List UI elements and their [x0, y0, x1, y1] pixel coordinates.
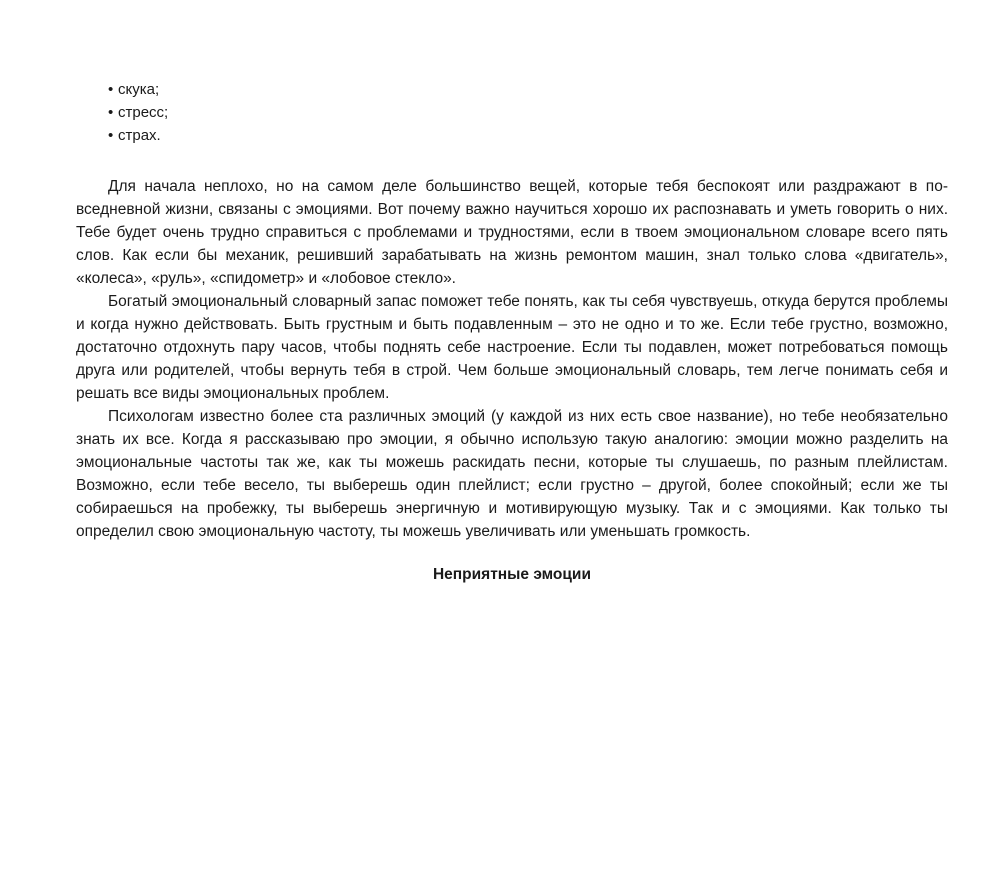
list-item-text: скука;	[118, 81, 160, 98]
section-heading: Неприятные эмоции	[432, 566, 591, 583]
list-item	[108, 78, 948, 101]
list-item-text: стресс;	[118, 104, 169, 121]
bullet-icon: •	[108, 127, 114, 144]
list-item	[108, 124, 948, 147]
paragraph: Для начала неплохо, но на самом деле большинство вещей, которые тебя беспокоят или раздражают в повседневной жизни, связаны с эмоциями. Вот почему важно научиться хорошо их распознавать и уметь говорить о них. Тебе будет очень трудно справиться с проблемами и трудностями, если в твоем эмоциональном словаре всего пять слов. Как если бы механик, решивший зарабатывать на жизнь ремонтом машин, знал только слова «двигатель», «колеса», «руль», «спидометр» и «лобовое стекло».	[76, 178, 948, 287]
paragraph: Психологам известно более ста различных эмоций (у каждой из них есть свое название), но тебе необязательно знать их все. Когда я рассказываю про эмоции, я обычно использую такую аналогию: эмоции можно разделить на эмоциональные частоты так же, как ты можешь раскидать песни, которые ты слушаешь, по разным плейлистам. Возможно, если тебе весело, ты выберешь один плейлист; если грустно – другой, более спокойный; если же ты собираешься на пробежку, ты выберешь энергичную и мотивирующую музыку. Так и с эмоциями. Как только ты определил свою эмоциональную частоту, ты можешь увеличивать или уменьшать громкость.	[76, 408, 948, 540]
paragraph: Богатый эмоциональный словарный запас поможет тебе понять, как ты себя чувствуешь, откуда берутся проблемы и когда нужно действовать. Быть грустным и быть подавленным – это не одно и то же. Если тебе грустно, возможно, достаточно отдохнуть пару часов, чтобы поднять себе настроение. Если ты подавлен, может потребоваться помощь друга или родителей, чтобы вернуть тебя в строй. Чем больше эмоциональный словарь, тем легче понимать себя и решать все виды эмоциональных проблем.	[76, 293, 948, 402]
list-item	[108, 101, 948, 124]
list-item-text: страх.	[118, 127, 161, 144]
body-text	[76, 175, 948, 543]
bullet-icon: •	[108, 104, 114, 121]
document-page	[76, 78, 948, 586]
bullet-icon: •	[108, 81, 114, 98]
bullet-list	[108, 78, 948, 147]
